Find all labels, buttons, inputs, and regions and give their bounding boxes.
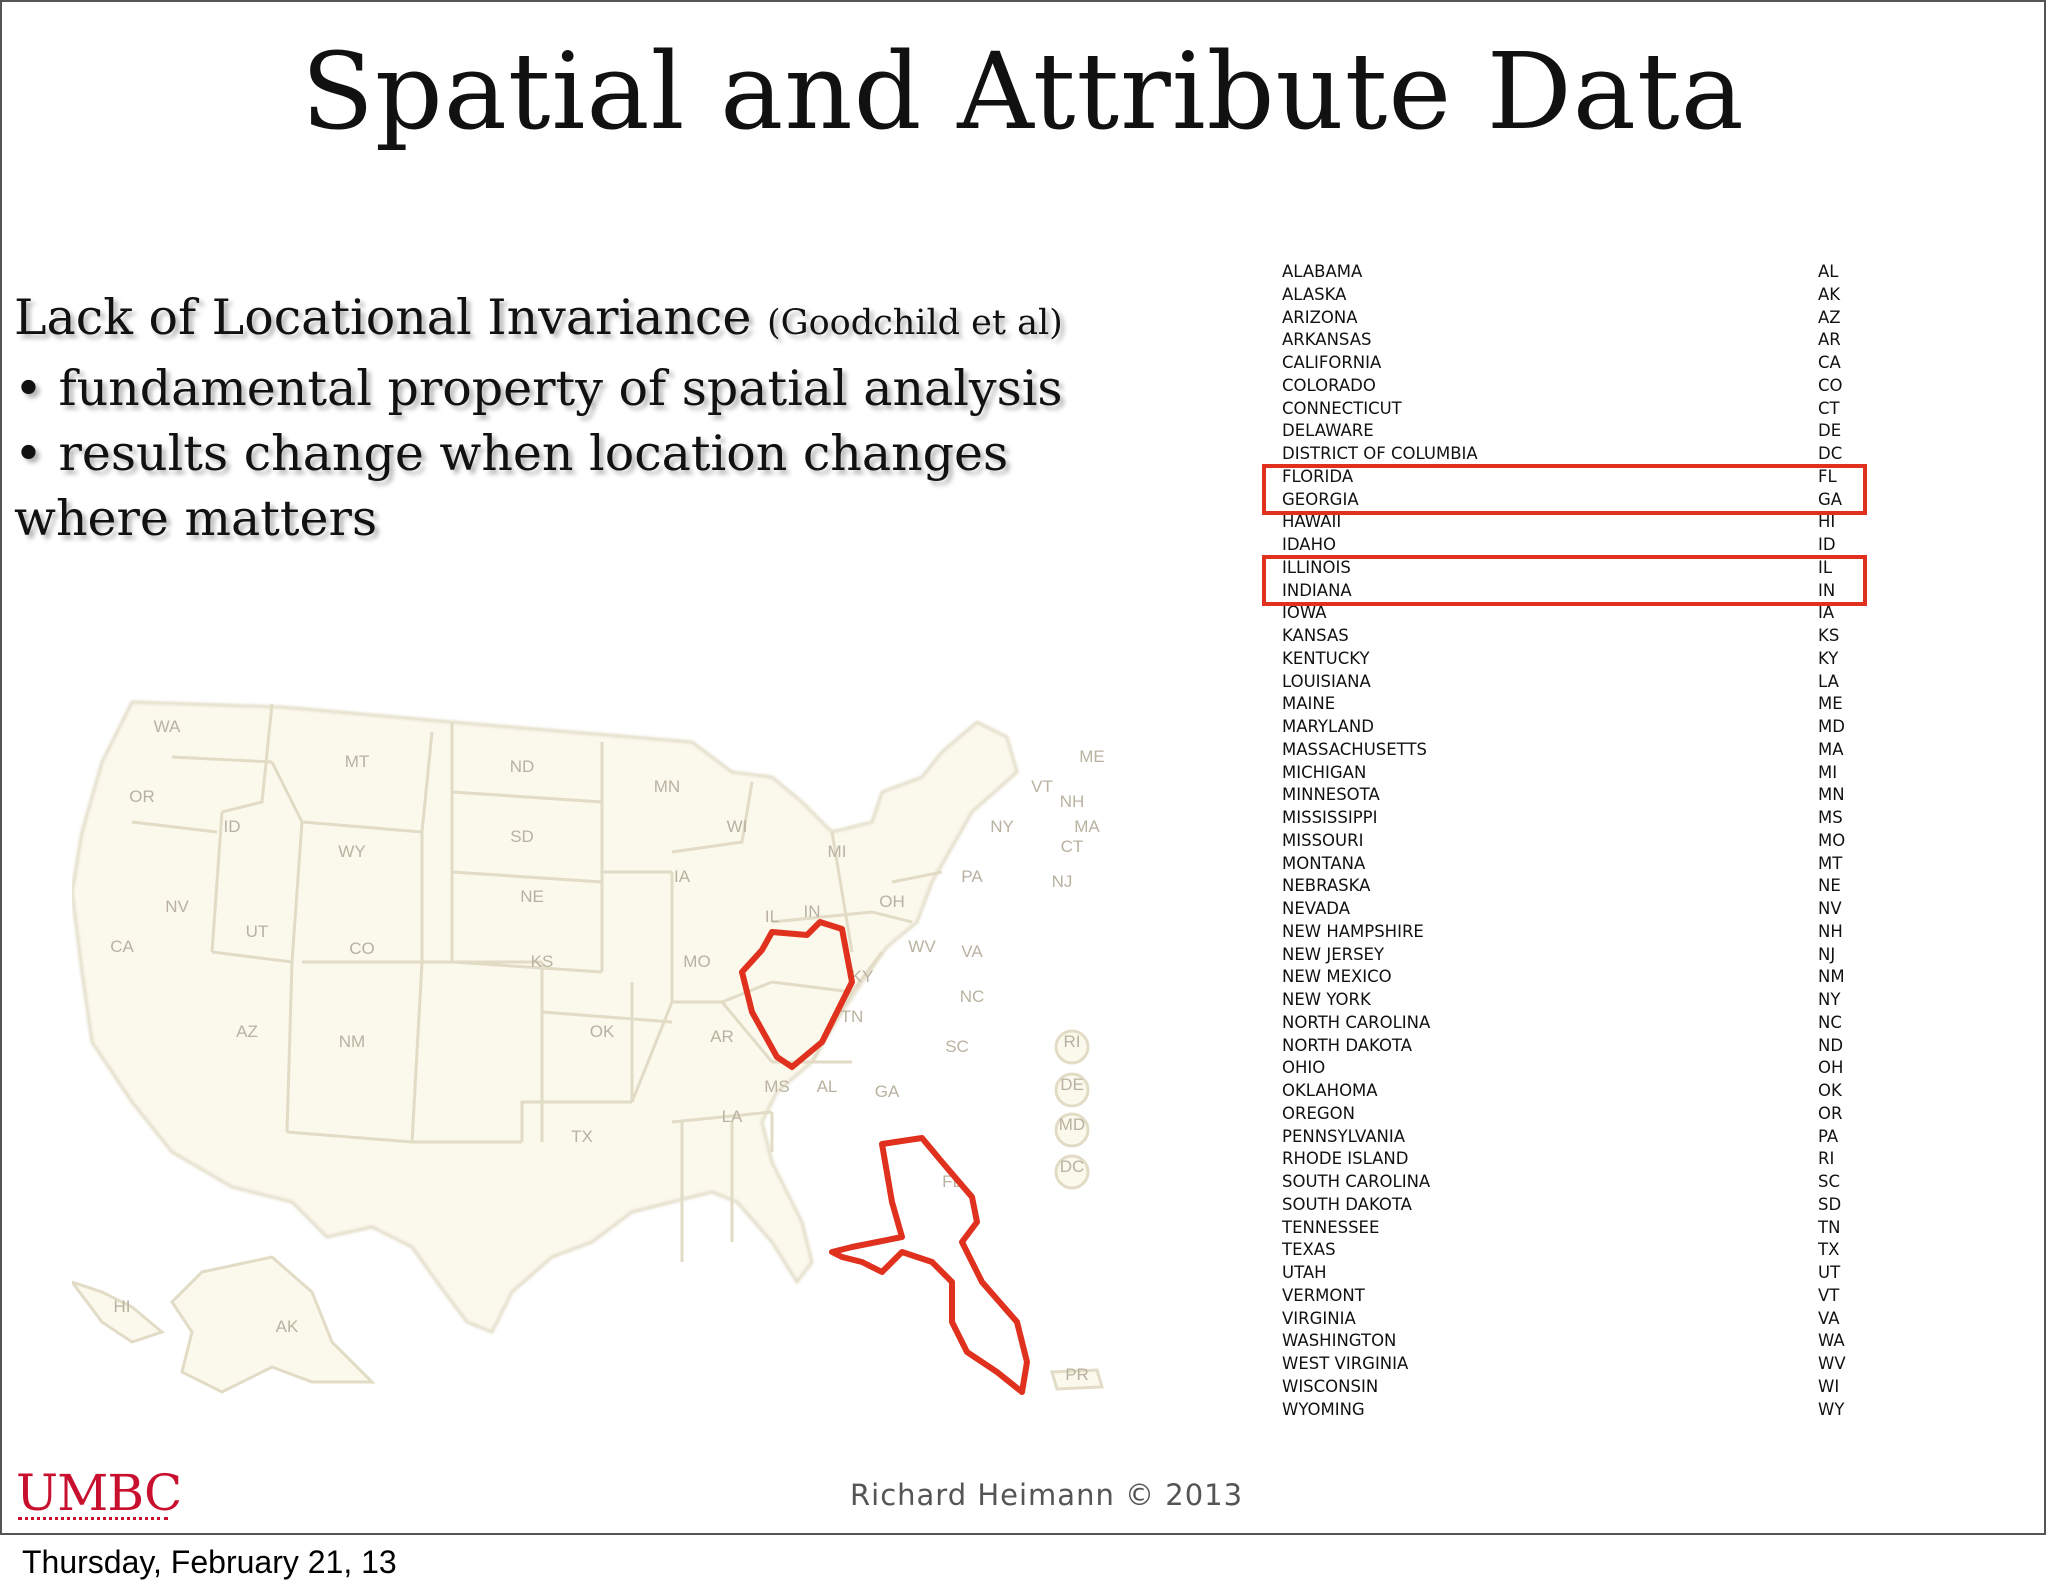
state-name: MASSACHUSETTS	[1282, 739, 1428, 759]
state-name: ARKANSAS	[1282, 330, 1372, 350]
map-state-label: AR	[710, 1027, 734, 1046]
state-name: NEW JERSEY	[1282, 944, 1385, 964]
state-name: MISSISSIPPI	[1282, 808, 1378, 827]
map-state-label: NM	[338, 1032, 366, 1051]
state-name: COLORADO	[1282, 375, 1376, 395]
state-abbr: SD	[1818, 1194, 1842, 1214]
state-name: ALASKA	[1282, 284, 1347, 304]
state-name: IOWA	[1282, 603, 1327, 623]
state-abbr: NE	[1818, 876, 1841, 896]
state-name: NORTH DAKOTA	[1282, 1035, 1413, 1055]
state-name: HAWAII	[1282, 512, 1342, 532]
state-row	[1282, 875, 1852, 898]
map-state-label: AL	[816, 1077, 838, 1096]
state-abbr: WI	[1818, 1376, 1840, 1396]
state-abbr: CO	[1818, 375, 1843, 395]
state-name: NEVADA	[1282, 899, 1350, 918]
state-abbr: ND	[1818, 1035, 1844, 1055]
logo-underline	[18, 1517, 168, 1524]
state-row	[1282, 1012, 1852, 1035]
state-row	[1282, 625, 1852, 648]
map-state-label: WY	[338, 842, 366, 861]
heading-citation: (Goodchild et al)	[766, 303, 1063, 343]
map-state-label: GA	[874, 1082, 900, 1101]
state-abbr: DC	[1818, 444, 1843, 463]
map-state-label: CO	[349, 939, 375, 958]
map-state-label: AZ	[236, 1022, 258, 1041]
state-name: CONNECTICUT	[1282, 398, 1402, 418]
state-name: TENNESSEE	[1282, 1217, 1380, 1237]
state-name: IDAHO	[1282, 535, 1336, 554]
state-row	[1282, 762, 1852, 785]
state-row	[1282, 1376, 1852, 1399]
map-state-label: MI	[827, 842, 847, 861]
map-state-label: VA	[961, 942, 983, 961]
state-name: MINNESOTA	[1282, 785, 1380, 805]
bullet-1: • fundamental property of spatial analysis	[14, 360, 1063, 417]
state-name: VERMONT	[1282, 1285, 1365, 1305]
map-state-label: MD	[1058, 1115, 1086, 1134]
state-row	[1282, 989, 1852, 1012]
state-name: FLORIDA	[1282, 466, 1354, 486]
state-row	[1282, 671, 1852, 694]
state-abbr: GA	[1818, 489, 1843, 509]
state-name: NORTH CAROLINA	[1282, 1012, 1431, 1032]
state-row	[1282, 1285, 1852, 1308]
heading-line	[14, 285, 1063, 356]
state-name: ARIZONA	[1282, 307, 1358, 327]
map-state-label: WI	[726, 817, 748, 836]
state-abbr: AR	[1818, 330, 1841, 350]
slide-title: Spatial and Attribute Data	[301, 30, 1745, 153]
state-name: NEBRASKA	[1282, 876, 1371, 896]
map-state-label: MO	[683, 952, 711, 971]
state-row	[1282, 352, 1852, 375]
state-name: MARYLAND	[1282, 717, 1374, 736]
state-abbr: NM	[1818, 967, 1845, 987]
state-abbr: IL	[1818, 557, 1833, 577]
state-row	[1282, 375, 1852, 398]
state-name: INDIANA	[1282, 580, 1352, 600]
state-row	[1282, 1353, 1852, 1376]
state-name: VIRGINIA	[1282, 1308, 1356, 1328]
state-row	[1282, 1035, 1852, 1058]
umbc-logo: UMBC	[16, 1464, 182, 1522]
state-abbr: WY	[1818, 1399, 1845, 1419]
state-name: RHODE ISLAND	[1282, 1149, 1409, 1169]
state-row	[1282, 807, 1852, 830]
state-abbr: NY	[1818, 990, 1841, 1009]
state-row	[1282, 1057, 1852, 1080]
state-abbr: NJ	[1818, 944, 1836, 964]
state-row	[1282, 648, 1852, 671]
state-row	[1282, 284, 1852, 307]
heading-main: Lack of Locational Invariance	[14, 289, 767, 346]
map-state-label: LA	[721, 1107, 743, 1126]
state-abbr: CT	[1818, 398, 1840, 418]
map-state-label: PR	[1065, 1365, 1089, 1384]
state-row	[1282, 830, 1852, 853]
state-name: MONTANA	[1282, 853, 1366, 873]
state-row	[1282, 1330, 1852, 1353]
state-abbr: WV	[1818, 1354, 1846, 1373]
state-abbr: HI	[1818, 512, 1836, 532]
state-abbr: LA	[1818, 671, 1839, 691]
map-state-label: VT	[1031, 777, 1053, 796]
state-abbr: MI	[1818, 762, 1838, 782]
state-row	[1282, 716, 1852, 739]
state-abbr: SC	[1818, 1172, 1840, 1191]
state-name: ALABAMA	[1282, 262, 1363, 281]
state-abbr: WA	[1818, 1331, 1845, 1351]
map-state-label: ME	[1079, 747, 1105, 766]
map-state-label: NJ	[1051, 872, 1073, 891]
highlight-box	[1262, 555, 1867, 607]
map-state-label: MA	[1074, 817, 1100, 836]
state-abbr: PA	[1818, 1126, 1839, 1146]
state-row	[1282, 261, 1852, 284]
map-state-label: IL	[764, 907, 780, 926]
state-row	[1282, 534, 1852, 557]
state-row	[1282, 329, 1852, 352]
state-row	[1282, 966, 1852, 989]
map-state-label: MS	[764, 1077, 790, 1096]
state-abbr: DE	[1818, 421, 1842, 441]
state-name: MICHIGAN	[1282, 762, 1367, 782]
state-name: WISCONSIN	[1282, 1376, 1379, 1396]
state-abbr: VT	[1818, 1285, 1840, 1305]
state-row	[1282, 1194, 1852, 1217]
map-state-label: NV	[165, 897, 189, 916]
state-name: WEST VIRGINIA	[1282, 1354, 1409, 1373]
state-name: TEXAS	[1282, 1240, 1336, 1260]
state-row	[1282, 307, 1852, 330]
map-state-label: HI	[113, 1297, 131, 1316]
state-abbr: RI	[1818, 1149, 1835, 1169]
state-name: LOUISIANA	[1282, 671, 1371, 691]
map-state-label: DE	[1060, 1075, 1084, 1094]
state-name: SOUTH DAKOTA	[1282, 1194, 1412, 1214]
state-row	[1282, 420, 1852, 443]
state-name: CALIFORNIA	[1282, 353, 1382, 372]
state-name: KENTUCKY	[1282, 648, 1370, 668]
state-name: DISTRICT OF COLUMBIA	[1282, 444, 1478, 463]
state-abbr: AZ	[1818, 307, 1841, 327]
map-state-label: ID	[223, 817, 241, 836]
alaska-shape	[172, 1257, 372, 1392]
map-state-label: WV	[908, 937, 936, 956]
state-name: DELAWARE	[1282, 421, 1374, 441]
state-row	[1282, 739, 1852, 762]
state-abbr: OR	[1818, 1103, 1843, 1123]
map-state-label: NE	[520, 887, 544, 906]
footer-date: Thursday, February 21, 13	[22, 1544, 397, 1580]
map-state-label: CT	[1060, 837, 1084, 856]
state-row	[1282, 1239, 1852, 1262]
state-abbr: IA	[1818, 603, 1835, 623]
map-state-label: FL	[942, 1172, 962, 1191]
map-state-label: DC	[1059, 1157, 1085, 1176]
state-name: WYOMING	[1282, 1399, 1365, 1419]
state-name: MAINE	[1282, 694, 1336, 714]
state-abbr: OH	[1818, 1058, 1844, 1078]
state-abbr: NV	[1818, 899, 1842, 918]
map-state-label: KS	[530, 952, 554, 971]
map-state-label: NH	[1059, 792, 1085, 811]
map-state-label: MN	[653, 777, 681, 796]
state-row	[1282, 921, 1852, 944]
state-abbr: TN	[1818, 1217, 1841, 1237]
state-abbr: IN	[1818, 580, 1836, 600]
map-state-label: MT	[344, 752, 370, 771]
state-name: ILLINOIS	[1282, 557, 1351, 577]
map-state-label: IA	[673, 867, 691, 886]
state-row	[1282, 1262, 1852, 1285]
map-state-label: TX	[571, 1127, 593, 1146]
map-state-label: CA	[110, 937, 134, 956]
map-state-label: OR	[129, 787, 155, 806]
state-row	[1282, 1103, 1852, 1126]
map-state-label: AK	[275, 1317, 299, 1336]
state-abbr: MD	[1818, 717, 1845, 736]
state-abbr: AL	[1818, 262, 1839, 281]
map-state-label: ND	[509, 757, 535, 776]
state-abbr: NH	[1818, 921, 1843, 941]
state-abbr: OK	[1818, 1081, 1842, 1100]
ga-fl-highlight	[832, 1138, 1027, 1392]
conclusion-line: where matters	[14, 490, 378, 547]
state-name: OKLAHOMA	[1282, 1081, 1378, 1100]
map-state-label: IN	[803, 902, 821, 921]
state-row	[1282, 1148, 1852, 1171]
state-row	[1282, 1399, 1852, 1422]
map-state-label: OK	[589, 1022, 615, 1041]
state-row	[1282, 853, 1852, 876]
state-abbr: UT	[1818, 1263, 1841, 1282]
map-state-label: SD	[510, 827, 534, 846]
state-row	[1282, 443, 1852, 466]
state-row	[1282, 1217, 1852, 1240]
state-row	[1282, 944, 1852, 967]
state-row	[1282, 1171, 1852, 1194]
state-abbr: KS	[1818, 626, 1840, 645]
map-state-label: TN	[840, 1007, 864, 1026]
map-state-label: SC	[945, 1037, 969, 1056]
state-row	[1282, 784, 1852, 807]
map-state-label: UT	[245, 922, 269, 941]
us-map-svg	[72, 682, 1212, 1462]
bullet-2: • results change when location changes	[14, 425, 1009, 482]
bullet-block	[14, 285, 1063, 551]
state-row	[1282, 693, 1852, 716]
state-abbr: NC	[1818, 1012, 1842, 1032]
state-abbr: ME	[1818, 694, 1843, 714]
state-name: GEORGIA	[1282, 489, 1359, 509]
state-name: UTAH	[1282, 1263, 1327, 1282]
map-state-label: KY	[850, 967, 874, 986]
us-outline	[72, 702, 1017, 1332]
state-name: WASHINGTON	[1282, 1331, 1397, 1351]
state-table	[1282, 261, 1852, 1421]
state-name: NEW HAMPSHIRE	[1282, 921, 1424, 941]
state-row	[1282, 1126, 1852, 1149]
state-abbr: CA	[1818, 353, 1841, 372]
map-state-label: OH	[879, 892, 905, 911]
state-abbr: AK	[1818, 284, 1841, 304]
state-name: PENNSYLVANIA	[1282, 1126, 1406, 1146]
state-abbr: FL	[1818, 466, 1837, 486]
state-abbr: MS	[1818, 808, 1843, 827]
state-abbr: KY	[1818, 648, 1839, 668]
highlight-box	[1262, 464, 1867, 516]
state-name: MISSOURI	[1282, 830, 1364, 850]
credit-text: Richard Heimann © 2013	[850, 1478, 1244, 1512]
map-state-label: RI	[1063, 1032, 1081, 1051]
state-name: NEW YORK	[1282, 990, 1371, 1009]
state-row	[1282, 1080, 1852, 1103]
state-abbr: VA	[1818, 1308, 1840, 1328]
map-state-label: NC	[959, 987, 985, 1006]
map-state-label: PA	[961, 867, 983, 886]
state-abbr: TX	[1818, 1240, 1840, 1260]
state-abbr: MT	[1818, 853, 1843, 873]
state-name: NEW MEXICO	[1282, 967, 1392, 987]
state-name: OHIO	[1282, 1058, 1326, 1078]
state-name: SOUTH CAROLINA	[1282, 1172, 1431, 1191]
map-state-label: NY	[990, 817, 1014, 836]
state-name: OREGON	[1282, 1103, 1355, 1123]
state-row	[1282, 898, 1852, 921]
state-row	[1282, 1308, 1852, 1331]
state-abbr: ID	[1818, 535, 1836, 554]
state-abbr: MO	[1818, 830, 1846, 850]
state-row	[1282, 398, 1852, 421]
state-abbr: MN	[1818, 785, 1845, 805]
us-map	[72, 682, 1212, 1462]
map-state-label: WA	[153, 717, 181, 736]
state-name: KANSAS	[1282, 626, 1349, 645]
state-abbr: MA	[1818, 739, 1844, 759]
